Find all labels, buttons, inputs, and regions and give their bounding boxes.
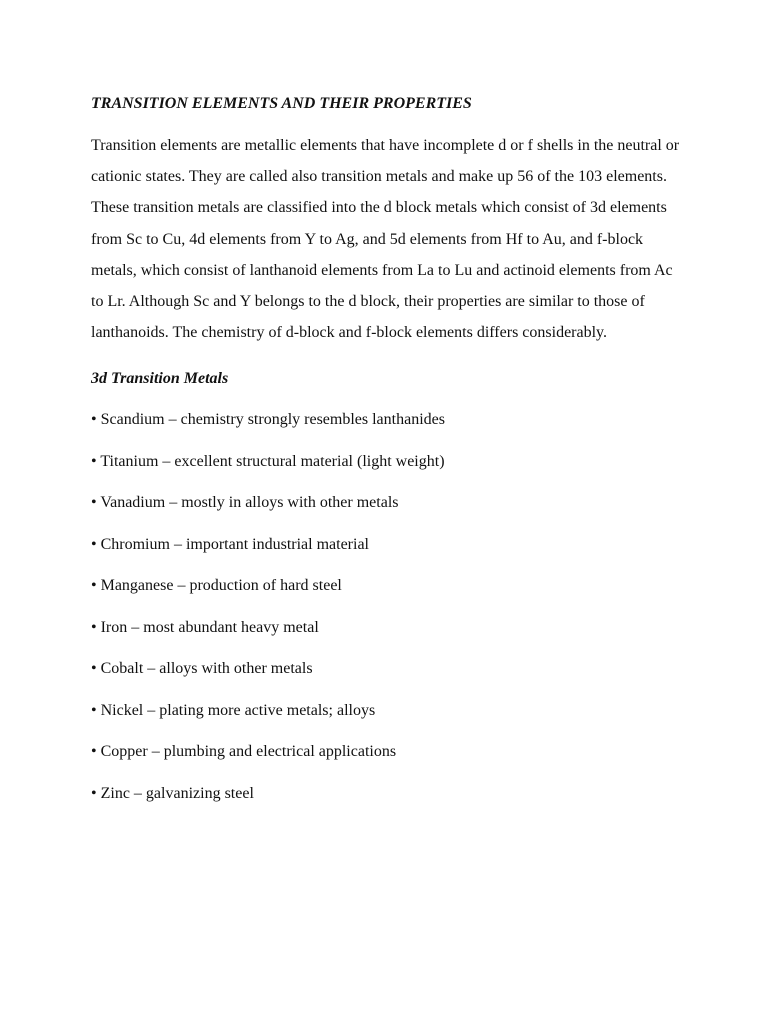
- intro-paragraph: Transition elements are metallic elements that have incomplete d or f shells in the neutral or cationic states. They are called also transition metals and make up 56 of the 103 elements. These transition metals are classified into the d block metals which consist of 3d elements from Sc to Cu, 4d elements from Y to Ag, and 5d elements from Hf to Au, and f-block metals, which consist of lanthanoid elements from La to Lu and actinoid elements from Ac to Lr. Although Sc and Y belongs to the d block, their properties are similar to those of lanthanoids. The chemistry of d-block and f-block elements differs considerably.: [91, 137, 680, 342]
- metal-list: [91, 409, 681, 805]
- list-item: • Manganese – production of hard steel: [91, 577, 342, 595]
- document-title: TRANSITION ELEMENTS AND THEIR PROPERTIES: [91, 95, 472, 112]
- list-item: • Scandium – chemistry strongly resembles lanthanides: [91, 411, 445, 429]
- list-item: • Zinc – galvanizing steel: [91, 784, 254, 802]
- list-item: • Nickel – plating more active metals; alloys: [91, 701, 376, 719]
- list-item: • Chromium – important industrial material: [91, 535, 369, 553]
- list-item: • Copper – plumbing and electrical applications: [91, 743, 397, 761]
- list-item: • Titanium – excellent structural material (light weight): [91, 452, 445, 470]
- section-title: 3d Transition Metals: [91, 370, 229, 388]
- list-item: • Vanadium – mostly in alloys with other metals: [91, 494, 399, 512]
- document-page: [91, 93, 681, 805]
- list-item: • Iron – most abundant heavy metal: [91, 618, 319, 636]
- list-item: • Cobalt – alloys with other metals: [91, 660, 313, 678]
